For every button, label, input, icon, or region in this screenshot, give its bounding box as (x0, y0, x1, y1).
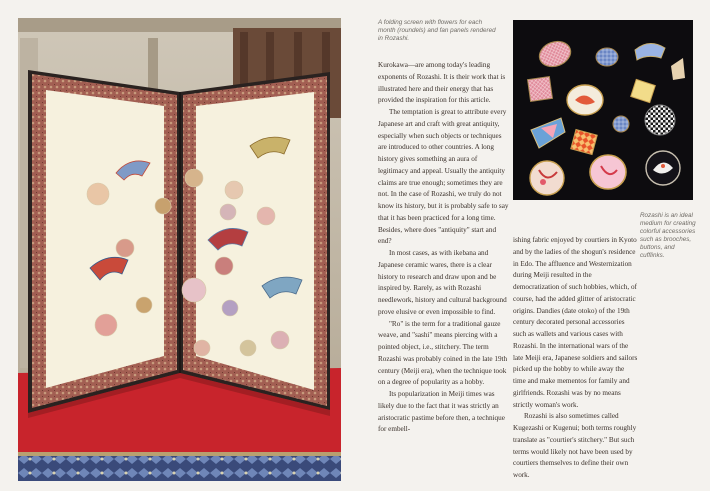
paragraph: Kurokawa—are among today's leading exponents of Rozashi. It is their work that is illustrated here and their energy that has provided the inspiration for this article. (378, 61, 506, 105)
paragraph: Rozashi is also sometimes called Kugezashi or Kugenui; both terms roughly translate as "courtier's stitchery." But such terms would likely not have been used by courtiers themselves to define their own work. (513, 412, 637, 479)
paragraph: The temptation is great to attribute every Japanese art and craft with great antiquity, especially when such objects or techniques are introduced to other countries. A long history gives something an aura of legitimacy and appeal. Usually the antiquity claims are true enough; sometimes they are not. In the case of Rozashi, we truly do not know its history, but it is probably safe to say that it has been practiced for a long time. Besides, where does "antiquity" start and end? (378, 108, 509, 246)
paragraph: "Ro" is the term for a traditional gauze weave, and "sashi" means piercing with a pointed object, i.e., stitchery. The term Rozashi was probably coined in the late 19th century (Meiji era), when the technique took on a degree of popularity as a hobby. (378, 319, 508, 387)
paragraph: Its popularization in Meiji times was likely due to the fact that it was strictly an aristocratic pastime before then, a technique for embell- (378, 390, 505, 434)
paragraph: ishing fabric enjoyed by courtiers in Kyoto and by the ladies of the shogun's residence in Edo. The affluence and Westernization during Meiji resulted in the democratization of such hobbies, which, of course, had the added glitter of aristocratic origins. Dandies (date otoko) of the 19th century decorated personal accessories such as wallets and various cases with Rozashi. In the international wars of the late Meiji era, Japanese soldiers and sailors picked up the hobby to while away the time and make mementos for family and girlfriends. Rozashi was by no means strictly woman's work. (513, 236, 638, 409)
paragraph: In most cases, as with ikebana and Japanese ceramic wares, there is a clear history to research and draw upon and be inspired by. Rarely, as with Rozashi needlework, history and cultural background prove elusive or even impossible to find. (378, 249, 507, 316)
article-column-1 (378, 60, 509, 436)
article-column-2 (513, 235, 638, 482)
caption-folding-screen: A folding screen with flowers for each month (roundels) and fan panels rendered in Rozashi. (378, 19, 496, 42)
folding-screen-photo (18, 18, 341, 481)
caption-accessories: Rozashi is an ideal medium for creating colorful accessories such as brooches, buttons, and cufflinks. (640, 212, 696, 259)
rozashi-accessories-photo (513, 20, 693, 200)
